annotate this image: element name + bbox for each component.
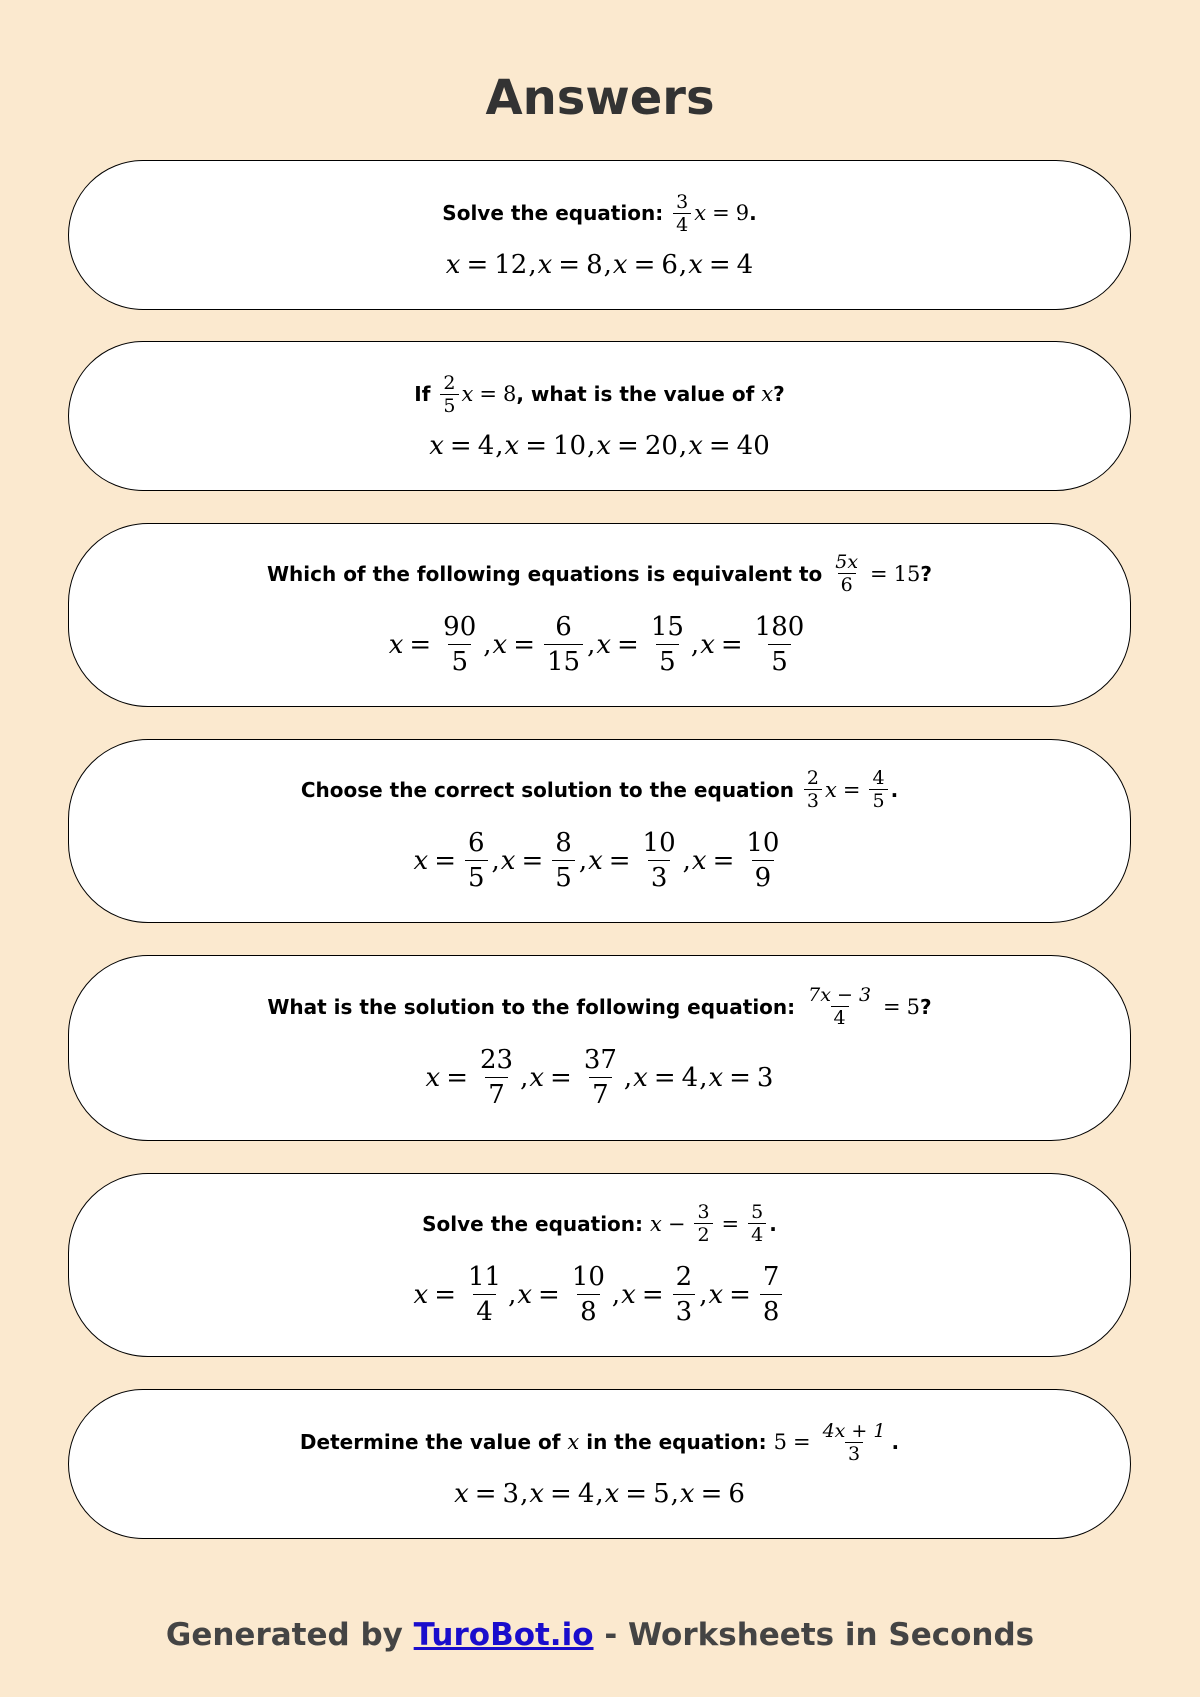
answer-card-5 [68, 955, 1131, 1141]
answer-4: x = $\frac{6}{5}$ , x = $\frac{8}{5}$ , x = $\frac{10}{3}$ , x = $\frac{10}{9}$ [413, 828, 780, 893]
question-3-math: $\frac{5x}{6}$ = 15 [835, 551, 921, 596]
footer-suffix: - Worksheets in Seconds [604, 1617, 1035, 1653]
question-1-math: $\frac{3}{4}$ x = 9 [670, 191, 749, 236]
question-7: Determine the value of x in the equation: 5 = $\frac{4x + 1}{3}$ . [299, 1419, 900, 1465]
answer-card-6 [68, 1173, 1131, 1357]
footer-prefix: Generated by [165, 1617, 403, 1653]
turobot-link[interactable]: TuroBot.io [413, 1617, 594, 1653]
question-1-text: Solve the equation: [442, 201, 664, 225]
question-3: Which of the following equations is equivalent to $\frac{5x}{6}$ = 15 ? [266, 551, 932, 596]
question-5: What is the solution to the following equation: $\frac{7x - 3}{4}$ = 5 ? [267, 984, 932, 1029]
answer-card-4 [68, 739, 1131, 923]
answer-7: x = 3 , x = 4 , x = 5 , x = 6 [454, 1478, 745, 1509]
question-5-math: $\frac{7x - 3}{4}$ = 5 [808, 984, 921, 1029]
answer-3: x = $\frac{90}{5}$ , x = $\frac{6}{15}$ , x = $\frac{15}{5}$ , x = $\frac{180}{5}$ [388, 612, 805, 677]
question-4-math: $\frac{2}{3}$ x = $\frac{4}{5}$ [801, 767, 891, 812]
question-6: Solve the equation: x − $\frac{3}{2}$ = $\frac{5}{4}$ . [422, 1201, 777, 1246]
page-title: Answers [485, 70, 715, 126]
footer [0, 1617, 1200, 1653]
question-1: Solve the equation: $\frac{3}{4}$ x = 9 . [442, 190, 757, 236]
answer-card-1 [68, 160, 1131, 310]
answer-card-7 [68, 1389, 1131, 1539]
answer-card-3 [68, 523, 1131, 707]
question-7-math: 5 = $\frac{4x + 1}{3}$ [773, 1419, 886, 1465]
question-2: If $\frac{2}{5}$ x = 8 , what is the value of x ? [414, 371, 785, 417]
question-2-math: $\frac{2}{5}$ x = 8 [437, 372, 516, 417]
answer-2: x = 4 , x = 10 , x = 20 , x = 40 [429, 430, 770, 461]
answer-6: x = $\frac{11}{4}$ , x = $\frac{10}{8}$ , x = $\frac{2}{3}$ , x = $\frac{7}{8}$ [414, 1260, 786, 1329]
answer-1: x = 12 , x = 8 , x = 6 , x = 4 [445, 249, 754, 280]
answer-5: x = $\frac{23}{7}$ , x = $\frac{37}{7}$ , x = 4 , x = 3 [425, 1045, 774, 1110]
question-4: Choose the correct solution to the equation $\frac{2}{3}$ x = $\frac{4}{5}$ . [300, 767, 899, 812]
question-6-math: x − $\frac{3}{2}$ = $\frac{5}{4}$ [650, 1201, 769, 1246]
answer-card-2 [68, 341, 1131, 491]
